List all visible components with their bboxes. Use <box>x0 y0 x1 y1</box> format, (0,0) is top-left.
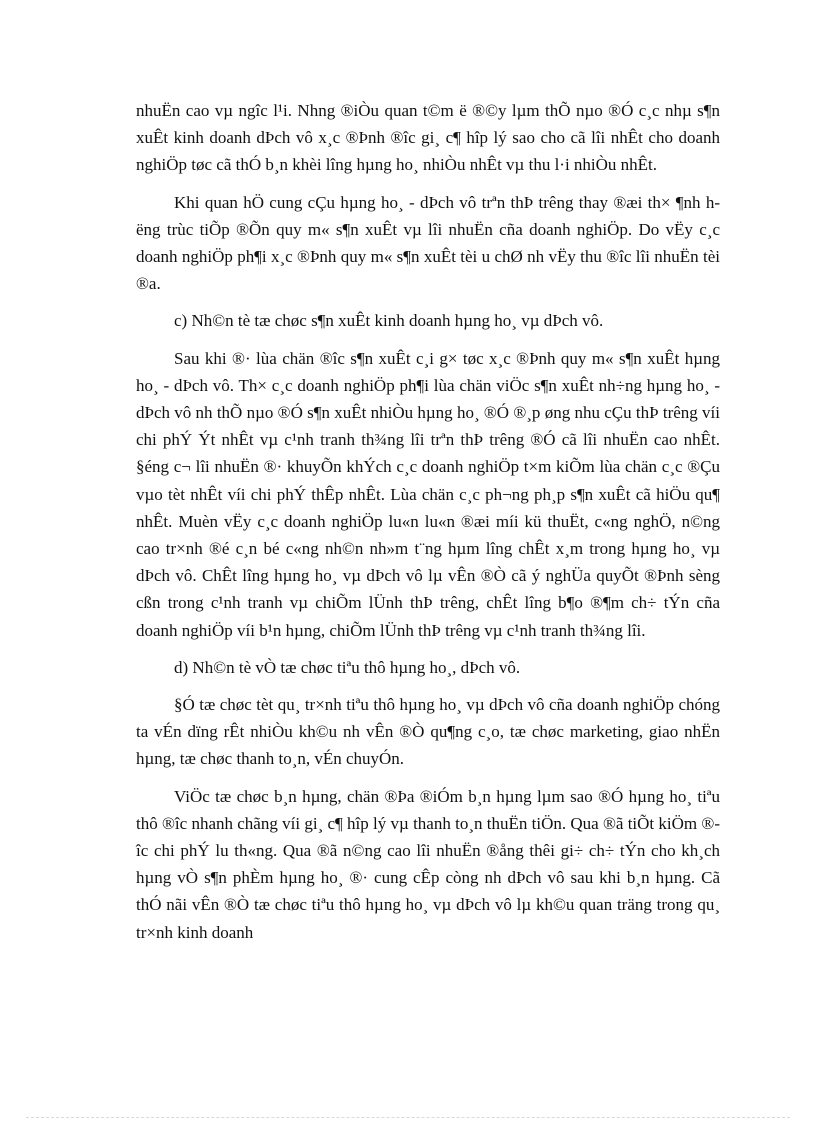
paragraph-continuation: nhuËn cao vµ ngîc l¹i. Nhng ®iÒu quan t©m ë ®©y lµm thÕ nµo ®Ó c¸c nhµ s¶n xuÊt kinh doanh dÞch vô x¸c ®Þnh ®îc gi¸ c¶ hîp lý sao cho cã lîi nhÊt cho doanh nghiÖp tøc cã thÓ b¸n khèi lîng hµng ho¸ nhiÒu nhÊt vµ thu l·i nhiÒu nhÊt. <box>136 101 720 175</box>
paragraph-sales-organization: ViÖc tæ chøc b¸n hµng, chän ®Þa ®iÓm b¸n hµng lµm sao ®Ó hµng ho¸ tiªu thô ®îc nhanh chãng víi gi¸ c¶ hîp lý vµ thanh to¸n thuËn tiÖn. Qua ®ã tiÕt kiÖm ®îc chi phÝ lu th«ng. Qua ®ã n©ng cao lîi nhuËn ®ång thêi gi÷ ch÷ tÝn cho kh¸ch hµng vÒ s¶n phÈm hµng ho¸ ®· cung cÊp còng nh dÞch vô sau khi b¸n hµng. Cã thÓ nãi vÊn ®Ò tæ chøc tiªu thô hµng ho¸ vµ dÞch vô lµ kh©u quan träng trong qu¸ tr×nh kinh doanh <box>136 786 720 942</box>
section-heading-c: c) Nh©n tè tæ chøc s¶n xuÊt kinh doanh hµng ho¸ vµ dÞch vô. <box>174 311 604 331</box>
paragraph-consumption-organization: §Ó tæ chøc tèt qu¸ tr×nh tiªu thô hµng ho¸ vµ dÞch vô cña doanh nghiÖp chóng ta vÉn dïng rÊt nhiÒu kh©u nh vÊn ®Ò qu¶ng c¸o, tæ chøc marketing, giao nhËn hµng, tæ chøc thanh to¸n, vÉn chuyÓn. <box>136 695 720 769</box>
document-body <box>136 97 720 956</box>
page-bottom-divider <box>26 1117 790 1118</box>
paragraph-production-organization: Sau khi ®· lùa chän ®îc s¶n xuÊt c¸i g× tøc x¸c ®Þnh quy m« s¶n xuÊt hµng ho¸ - dÞch vô. Th× c¸c doanh nghiÖp ph¶i lùa chän viÖc s¶n xuÊt nh÷ng hµng ho¸ - dÞch vô nh thÕ nµo ®Ó s¶n xuÊt nhiÒu hµng ho¸ ®Ó ®¸p øng nhu cÇu thÞ trêng víi chi phÝ Ýt nhÊt vµ c¹nh tranh th¾ng lîi trªn thÞ trêng ®Ó cã lîi nhuËn cao nhÊt. §éng c¬ lîi nhuËn ®· khuyÕn khÝch c¸c doanh nghiÖp t×m kiÕm lùa chän c¸c ®Çu vµo tèt nhÊt víi chi phÝ thÊp nhÊt. Lùa chän c¸c ph¬ng ph¸p s¶n xuÊt cã hiÖu qu¶ nhÊt. Muèn vËy c¸c doanh nghiÖp lu«n lu«n ®æi míi kü thuËt, c«ng nghÖ, n©ng cao tr×nh ®é c¸n bé c«ng nh©n nh»m t¨ng hµm lîng chÊt x¸m trong hµng ho¸ vµ dÞch vô. ChÊt lîng hµng ho¸ vµ dÞch vô lµ vÊn ®Ò cã ý nghÜa quyÕt ®Þnh sèng cßn trong c¹nh tranh vµ chiÕm lÜnh thÞ trêng, chÊt lîng b¶o ®¶m ch÷ tÝn cña doanh nghiÖp víi b¹n hµng, chiÕm lÜnh thÞ trêng vµ c¹nh tranh th¾ng lîi. <box>136 348 720 640</box>
section-heading-d: d) Nh©n tè vÒ tæ chøc tiªu thô hµng ho¸, dÞch vô. <box>174 657 521 677</box>
paragraph-supply-demand: Khi quan hÖ cung cÇu hµng ho¸ - dÞch vô trªn thÞ trêng thay ®æi th× ¶nh hëng trùc tiÕp ®Õn quy m« s¶n xuÊt vµ lîi nhuËn cña doanh nghiÖp. Do vËy c¸c doanh nghiÖp ph¶i x¸c ®Þnh quy m« s¶n xuÊt tèi u chØ nh vËy thu ®îc lîi nhuËn tèi ®a. <box>136 192 720 294</box>
